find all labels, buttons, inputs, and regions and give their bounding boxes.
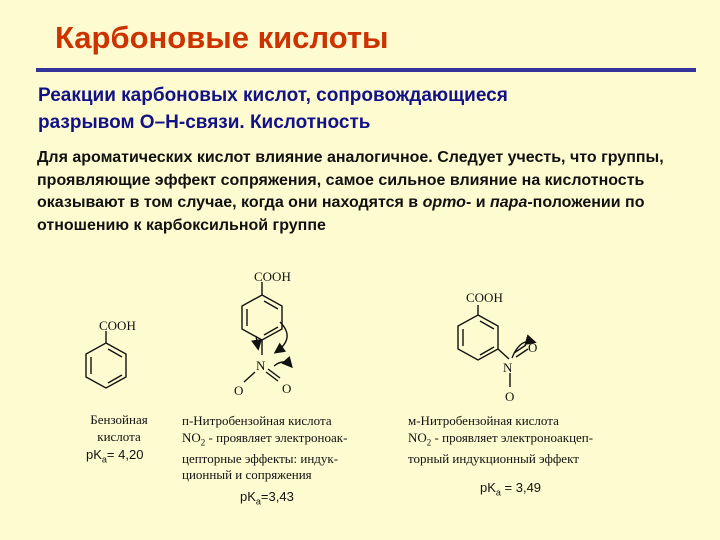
meta-n-label: N bbox=[503, 360, 513, 375]
benzene-ring bbox=[242, 295, 282, 340]
oxygen-arrow bbox=[274, 362, 291, 366]
orto-term: орто bbox=[422, 194, 466, 211]
no2-text: NO bbox=[182, 429, 201, 445]
para-n-label: N bbox=[256, 358, 266, 373]
subtitle-line-1: Реакции карбоновых кислот, сопровождающиеся bbox=[38, 85, 508, 106]
para-nitro-caption bbox=[182, 413, 347, 484]
meta-name-line3: торный индукционный эффект bbox=[408, 450, 579, 466]
paragraph-text-3: -положении по отношению к карбоксильной группе bbox=[37, 194, 645, 234]
benzoic-pka bbox=[86, 447, 143, 465]
para-name-line1: п-Нитробензойная кислота bbox=[182, 413, 332, 428]
pka-value: = 4,20 bbox=[106, 447, 144, 462]
meta-o1-label: O bbox=[528, 340, 538, 355]
pka-sub: a bbox=[101, 454, 107, 465]
no2-text: NO bbox=[408, 429, 427, 445]
no2-sub: 2 bbox=[426, 437, 432, 448]
para-nitro-structure bbox=[242, 282, 291, 382]
slide-title: Карбоновые кислоты bbox=[55, 20, 389, 55]
pka-value: =3,43 bbox=[260, 489, 294, 504]
pka-prefix: pK bbox=[240, 489, 256, 504]
pka-prefix: pK bbox=[480, 480, 496, 495]
meta-name-line1: м-Нитробензойная кислота bbox=[408, 413, 559, 428]
para-nitro-pka bbox=[240, 489, 294, 507]
benzoic-name-line1: Бензойная bbox=[90, 412, 148, 427]
benzene-ring bbox=[458, 315, 498, 360]
paragraph-text-1: Для ароматических кислот влияние аналогичное. Следует учесть, что группы, проявляющие эффект сопряжения, самое сильное влияние на кислотность оказывают в том случае, когда они находятся в bbox=[37, 149, 664, 211]
para-desc-1: - проявляет электроноак- bbox=[205, 429, 348, 445]
para-o2-label: O bbox=[282, 381, 292, 396]
paragraph-text-2: - и bbox=[465, 194, 490, 211]
meta-name-line2 bbox=[408, 430, 593, 451]
meta-nitro-structure bbox=[458, 305, 534, 387]
pka-prefix: pK bbox=[86, 447, 102, 462]
benzene-ring bbox=[86, 343, 126, 388]
para-cooh-label: COOH bbox=[254, 269, 291, 284]
benzoic-cooh-label: COOH bbox=[99, 318, 136, 333]
para-name-line3: цепторные эффекты: индук- bbox=[182, 450, 339, 466]
para-name-line4: ционный и сопряжения bbox=[182, 467, 312, 483]
para-term: пара bbox=[490, 194, 528, 211]
benzoic-acid-structure bbox=[86, 331, 126, 388]
meta-cooh-label: COOH bbox=[466, 290, 503, 305]
meta-desc-1: - проявляет электроноакцеп- bbox=[431, 429, 594, 445]
pka-sub: a bbox=[495, 487, 501, 498]
para-o1-label: O bbox=[234, 383, 244, 398]
meta-o2-label: O bbox=[505, 389, 515, 404]
pka-value: = 3,49 bbox=[500, 480, 542, 495]
meta-nitro-caption bbox=[408, 413, 593, 467]
pka-sub: a bbox=[255, 496, 261, 507]
para-name-line2 bbox=[182, 430, 347, 451]
meta-nitro-pka bbox=[480, 480, 541, 498]
benzoic-caption bbox=[84, 412, 154, 445]
benzoic-name-line2: кислота bbox=[97, 428, 141, 444]
subtitle-line-2: разрывом О–Н-связи. Кислотность bbox=[38, 112, 371, 133]
no2-sub: 2 bbox=[200, 437, 206, 448]
